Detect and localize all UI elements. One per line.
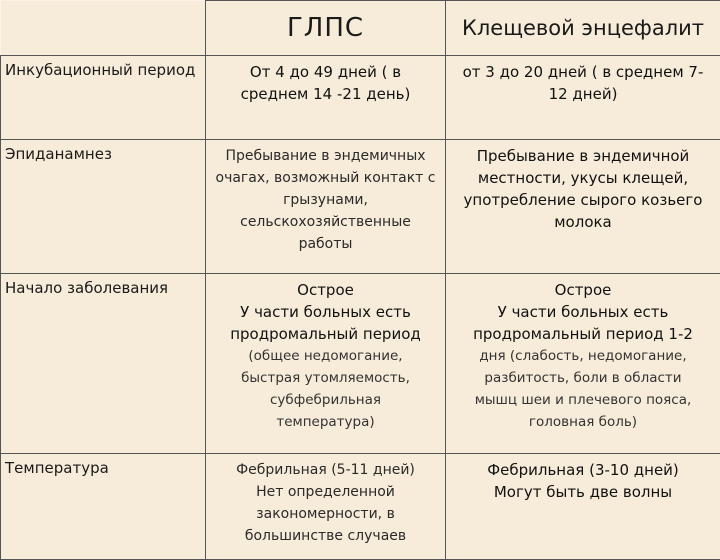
cell-line: продромальный период 1-2	[449, 323, 717, 345]
cell-line: большинстве случаев	[209, 525, 442, 547]
table-row	[1, 56, 720, 140]
cell-line: субфебрильная	[209, 389, 442, 411]
cell-line: местности, укусы клещей,	[449, 167, 717, 189]
table-row	[1, 140, 720, 274]
cell-line: температура)	[209, 411, 442, 433]
glps-cell	[206, 274, 446, 454]
glps-cell	[206, 454, 446, 560]
table-row	[1, 274, 720, 454]
ke-cell	[446, 454, 720, 560]
cell-line: Пребывание в эндемичных	[209, 145, 442, 167]
cell-line: Острое	[209, 279, 442, 301]
cell-line: от 3 до 20 дней ( в среднем 7-	[449, 61, 717, 83]
cell-line: разбитость, боли в области	[449, 367, 717, 389]
row-label: Инкубационный период	[1, 56, 206, 140]
row-label: Начало заболевания	[1, 274, 206, 454]
cell-line: Могут быть две волны	[449, 481, 717, 503]
header-empty-cell	[1, 1, 206, 56]
cell-line: дня (слабость, недомогание,	[449, 345, 717, 367]
cell-line: работы	[209, 233, 442, 255]
cell-line: быстрая утомляемость,	[209, 367, 442, 389]
cell-line: У части больных есть	[449, 301, 717, 323]
header-tick-encephalitis: Клещевой энцефалит	[446, 1, 720, 56]
ke-cell	[446, 140, 720, 274]
glps-cell	[206, 56, 446, 140]
cell-line: 12 дней)	[449, 83, 717, 105]
cell-line: закономерности, в	[209, 503, 442, 525]
cell-line: Фебрильная (5-11 дней)	[209, 459, 442, 481]
cell-line: сельскохозяйственные	[209, 211, 442, 233]
cell-line: употребление сырого козьего	[449, 189, 717, 211]
cell-line: продромальный период	[209, 323, 442, 345]
cell-line: Пребывание в эндемичной	[449, 145, 717, 167]
cell-line: молока	[449, 211, 717, 233]
cell-line: очагах, возможный контакт с	[209, 167, 442, 189]
header-row	[1, 1, 720, 56]
cell-line: (общее недомогание,	[209, 345, 442, 367]
header-glps: ГЛПС	[206, 1, 446, 56]
cell-line: грызунами,	[209, 189, 442, 211]
cell-line: Нет определенной	[209, 481, 442, 503]
cell-line: От 4 до 49 дней ( в	[209, 61, 442, 83]
cell-line: головная боль)	[449, 411, 717, 433]
cell-line: среднем 14 -21 день)	[209, 83, 442, 105]
row-label: Эпиданамнез	[1, 140, 206, 274]
table-row	[1, 454, 720, 560]
cell-line: Острое	[449, 279, 717, 301]
glps-cell	[206, 140, 446, 274]
cell-line: Фебрильная (3-10 дней)	[449, 459, 717, 481]
cell-line: У части больных есть	[209, 301, 442, 323]
cell-line: мышц шеи и плечевого пояса,	[449, 389, 717, 411]
row-label: Температура	[1, 454, 206, 560]
ke-cell	[446, 274, 720, 454]
ke-cell	[446, 56, 720, 140]
